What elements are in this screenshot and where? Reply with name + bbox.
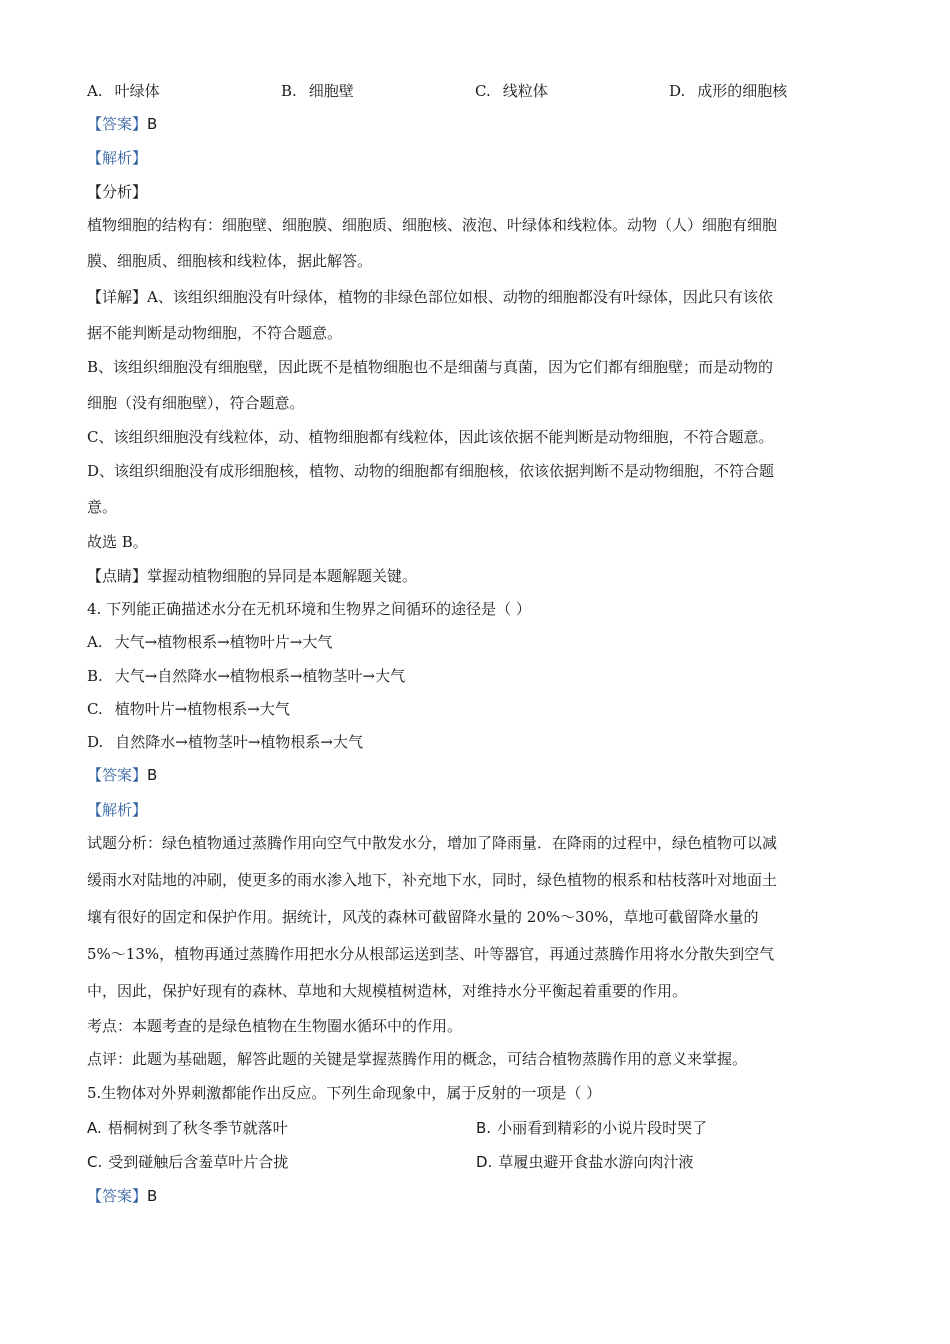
answer-value: B — [147, 766, 158, 784]
paragraph-line: D、该组织细胞没有成形细胞核，植物、动物的细胞都有细胞核，依该依据判断不是动物细胞，不符合题 — [87, 462, 775, 480]
dianjing-text: 掌握动植物细胞的异同是本题解题关键。 — [147, 567, 418, 585]
q3-detail-b-paragraph — [87, 349, 867, 421]
q4-kaodian: 考点：本题考查的是绿色植物在生物圈水循环中的作用。 — [87, 1017, 463, 1035]
paragraph-line: 意。 — [87, 498, 118, 516]
q5-option-d — [476, 1151, 693, 1173]
option-letter: C. — [475, 82, 491, 100]
option-text: 线粒体 — [502, 82, 548, 100]
paragraph-line: 植物细胞的结构有：细胞壁、细胞膜、细胞质、细胞核、液泡、叶绿体和线粒体。动物（人）细胞有细胞 — [87, 216, 778, 234]
option-letter: B. — [476, 1119, 492, 1137]
detail-tag: 【详解】 — [87, 288, 148, 306]
q3-detail-a-paragraph — [87, 279, 867, 351]
paragraph-line: 试题分析：绿色植物通过蒸腾作用向空气中散发水分，增加了降雨量．在降雨的过程中，绿色植物可以减 — [87, 834, 778, 852]
option-text: 大气→自然降水→植物根系→植物茎叶→大气 — [114, 667, 406, 685]
option-letter: D. — [669, 82, 686, 100]
answer-tag: 【答案】 — [87, 115, 148, 133]
q3-option-a — [87, 80, 160, 102]
option-text: 细胞壁 — [308, 82, 354, 100]
option-text: 大气→植物根系→植物叶片→大气 — [114, 633, 333, 651]
paragraph-line: 壤有很好的固定和保护作用。据统计，风茂的森林可截留降水量的 20%～30%，草地可截留降水量的 — [87, 908, 759, 926]
q3-option-b — [281, 80, 354, 102]
option-text: 叶绿体 — [114, 82, 160, 100]
q4-option-c — [87, 698, 290, 720]
q4-analysis-paragraph — [87, 825, 867, 1010]
option-text: 成形的细胞核 — [697, 82, 788, 100]
answer-tag: 【答案】 — [87, 766, 148, 784]
option-text: 小丽看到精彩的小说片段时哭了 — [497, 1119, 708, 1137]
option-text: 植物叶片→植物根系→大气 — [114, 700, 290, 718]
q3-option-d — [669, 80, 787, 102]
paragraph-line: 膜、细胞质、细胞核和线粒体，据此解答。 — [87, 252, 373, 270]
option-text: 自然降水→植物茎叶→植物根系→大气 — [115, 733, 363, 751]
q3-answer-line — [87, 113, 157, 135]
paragraph-line: 据不能判断是动物细胞，不符合题意。 — [87, 324, 343, 342]
option-text: 受到碰触后含羞草叶片合拢 — [108, 1153, 289, 1171]
q4-option-a — [87, 631, 332, 653]
q5-answer-line — [87, 1185, 157, 1207]
q4-stem: 4. 下列能正确描述水分在无机环境和生物界之间循环的途径是（ ） — [87, 600, 531, 618]
option-letter: A. — [87, 633, 103, 651]
q3-dianjing-line — [87, 565, 417, 587]
q4-option-b — [87, 665, 405, 687]
answer-tag: 【答案】 — [87, 1187, 148, 1205]
q3-fenxi-tag: 【分析】 — [87, 183, 148, 201]
option-letter: B. — [87, 667, 103, 685]
option-letter: C. — [87, 700, 103, 718]
q5-stem: 5.生物体对外界刺激都能作出反应。下列生命现象中，属于反射的一项是（ ） — [87, 1084, 602, 1102]
paragraph-line: 细胞（没有细胞壁），符合题意。 — [87, 394, 305, 412]
q3-option-c — [475, 80, 548, 102]
q3-detail-c: C、该组织细胞没有线粒体，动、植物细胞都有线粒体，因此该依据不能判断是动物细胞，不符合题意。 — [87, 428, 774, 446]
option-text: 草履虫避开食盐水游向肉汁液 — [498, 1153, 694, 1171]
option-letter: C. — [87, 1153, 103, 1171]
q5-option-a — [87, 1117, 288, 1139]
paragraph-line: B、该组织细胞没有细胞壁，因此既不是植物细胞也不是细菌与真菌，因为它们都有细胞壁；而是动物的 — [87, 358, 774, 376]
answer-value: B — [147, 115, 158, 133]
q3-fenxi-paragraph — [87, 207, 867, 279]
q3-choose: 故选 B。 — [87, 533, 148, 551]
q4-dianping: 点评：此题为基础题，解答此题的关键是掌握蒸腾作用的概念，可结合植物蒸腾作用的意义来掌握。 — [87, 1050, 748, 1068]
option-letter: A. — [87, 1119, 102, 1137]
option-letter: D. — [87, 733, 104, 751]
option-letter: B. — [281, 82, 297, 100]
q3-analysis-tag: 【解析】 — [87, 149, 148, 167]
paragraph-line: 缓雨水对陆地的冲刷，使更多的雨水渗入地下，补充地下水，同时，绿色植物的根系和枯枝落叶对地面土 — [87, 871, 778, 889]
answer-value: B — [147, 1187, 158, 1205]
detail-a-first: A、该组织细胞没有叶绿体，植物的非绿色部位如根、动物的细胞都没有叶绿体，因此只有该依 — [147, 288, 773, 306]
paragraph-line: 5%～13%，植物再通过蒸腾作用把水分从根部运送到茎、叶等器官，再通过蒸腾作用将水分散失到空气 — [87, 945, 775, 963]
dianjing-tag: 【点睛】 — [87, 567, 148, 585]
q3-detail-d-paragraph — [87, 453, 867, 525]
option-letter: D. — [476, 1153, 493, 1171]
option-text: 梧桐树到了秋冬季节就落叶 — [107, 1119, 288, 1137]
option-letter: A. — [87, 82, 103, 100]
paragraph-line: 中，因此，保护好现有的森林、草地和大规模植树造林，对维持水分平衡起着重要的作用。 — [87, 982, 688, 1000]
q5-option-b — [476, 1117, 707, 1139]
q4-answer-line — [87, 764, 157, 786]
q4-analysis-tag: 【解析】 — [87, 801, 148, 819]
q4-option-d — [87, 731, 363, 753]
q5-option-c — [87, 1151, 288, 1173]
paragraph-line — [87, 279, 867, 315]
